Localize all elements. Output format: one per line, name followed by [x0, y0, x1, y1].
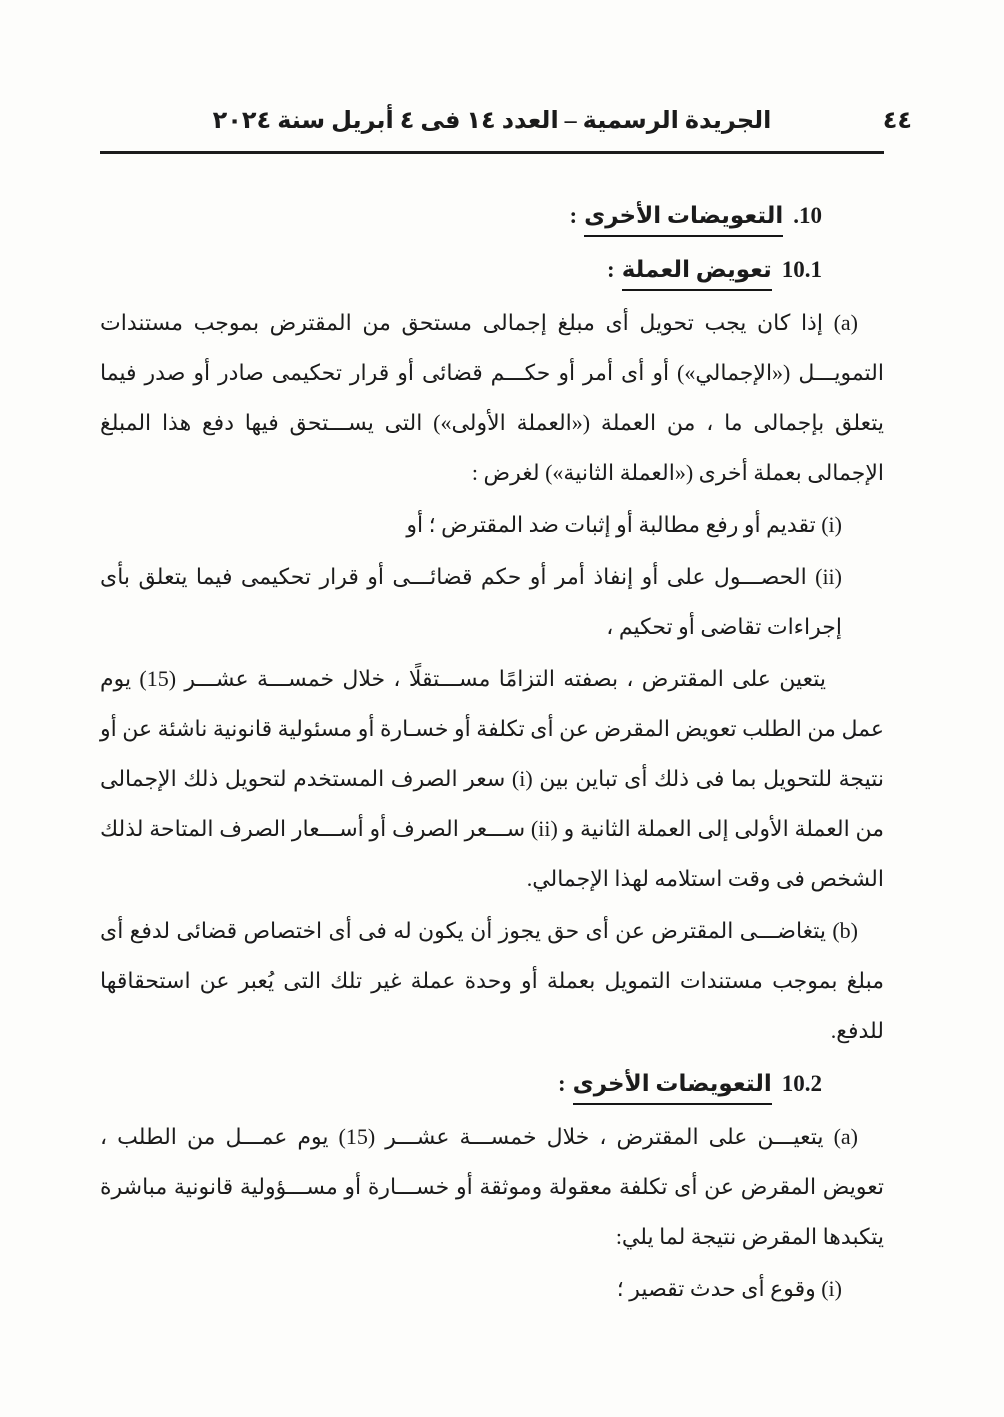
list-item-i: (i) تقديم أو رفع مطالبة أو إثبات ضد المقترض ؛ أو: [406, 512, 842, 537]
clause-a-paragraph: (a) إذا كان يجب تحويل أى مبلغ إجمالى مستحق من المقترض بموجب مستندات التمويـــل («الإجمالي») أو أى أمر أو حكـــم قضائى أو قرار تحكيمى صادر أو صدر فيما يتعلق بإجمالى ما ، من العملة («العملة الأولى») التى يســـتحق فيها دفع هذا المبلغ الإجمالى بعملة أخرى («العملة الثانية») لغرض :: [100, 310, 884, 485]
document-body: [100, 154, 884, 1314]
section-10-2-title: التعويضات الأخرى: [573, 1071, 772, 1105]
list-item-ii: (ii) الحصـــول على أو إنفاذ أمر أو حكم قضائـــى أو قرار تحكيمى فيما يتعلق بأى إجراءات تقاضى أو تحكيم ،: [100, 564, 842, 639]
section-10-2-heading: [100, 1058, 822, 1110]
page-header: [100, 104, 912, 154]
header-row: [100, 104, 912, 138]
section-10-colon: :: [569, 203, 578, 228]
page-number: ٤٤: [882, 108, 912, 134]
section-10-1-heading: [100, 244, 822, 296]
gazette-title: الجريدة الرسمية – العدد ١٤ فى ٤ أبريل سنة ٢٠٢٤: [212, 108, 772, 134]
section-10-heading: [100, 190, 822, 242]
section-10-1-colon: :: [607, 257, 615, 282]
section-10-2-colon: :: [557, 1071, 566, 1096]
clause-a-2-paragraph: (a) يتعيـــن على المقترض ، خلال خمســـة عشـــر (15) يوم عمـــل من الطلب ، تعويض المقرض عن أى تكلفة معقولة وموثقة أو خســـارة أو مســـؤولية قانونية مباشرة يتكبدها المقرض نتيجة لما يلي:: [100, 1124, 884, 1249]
section-10-1-number: 10.1: [781, 257, 822, 282]
list-item-i-2: (i) وقوع أى حدث تقصير ؛: [616, 1276, 842, 1301]
indemnity-obligation-paragraph: يتعين على المقترض ، بصفته التزامًا مســـتقلًا ، خلال خمســـة عشـــر (15) يوم عمل من الطلب تعويض المقرض عن أى تكلفة أو خسـارة أو مسئولية قانونية ناشئة عن أو نتيجة للتحويل بما فى ذلك أى تباين بين (i) سعر الصرف المستخدم لتحويل ذلك الإجمالى من العملة الأولى إلى العملة الثانية و (ii) ســـعر الصرف أو أســـعار الصرف المتاحة لذلك الشخص فى وقت استلامه لهذا الإجمالي.: [100, 666, 884, 891]
section-10-1-title: تعويض العملة: [622, 257, 772, 291]
section-10-2-number: 10.2: [781, 1071, 822, 1096]
section-10-number: 10.: [793, 203, 822, 228]
clause-b-paragraph: (b) يتغاضـــى المقترض عن أى حق يجوز أن يكون له فى أى اختصاص قضائى لدفع أى مبلغ بموجب مستندات التمويل بعملة أو وحدة عملة غير تلك التى يُعبر عن استحقاقها للدفع.: [100, 918, 884, 1043]
section-10-title: التعويضات الأخرى: [584, 203, 783, 237]
